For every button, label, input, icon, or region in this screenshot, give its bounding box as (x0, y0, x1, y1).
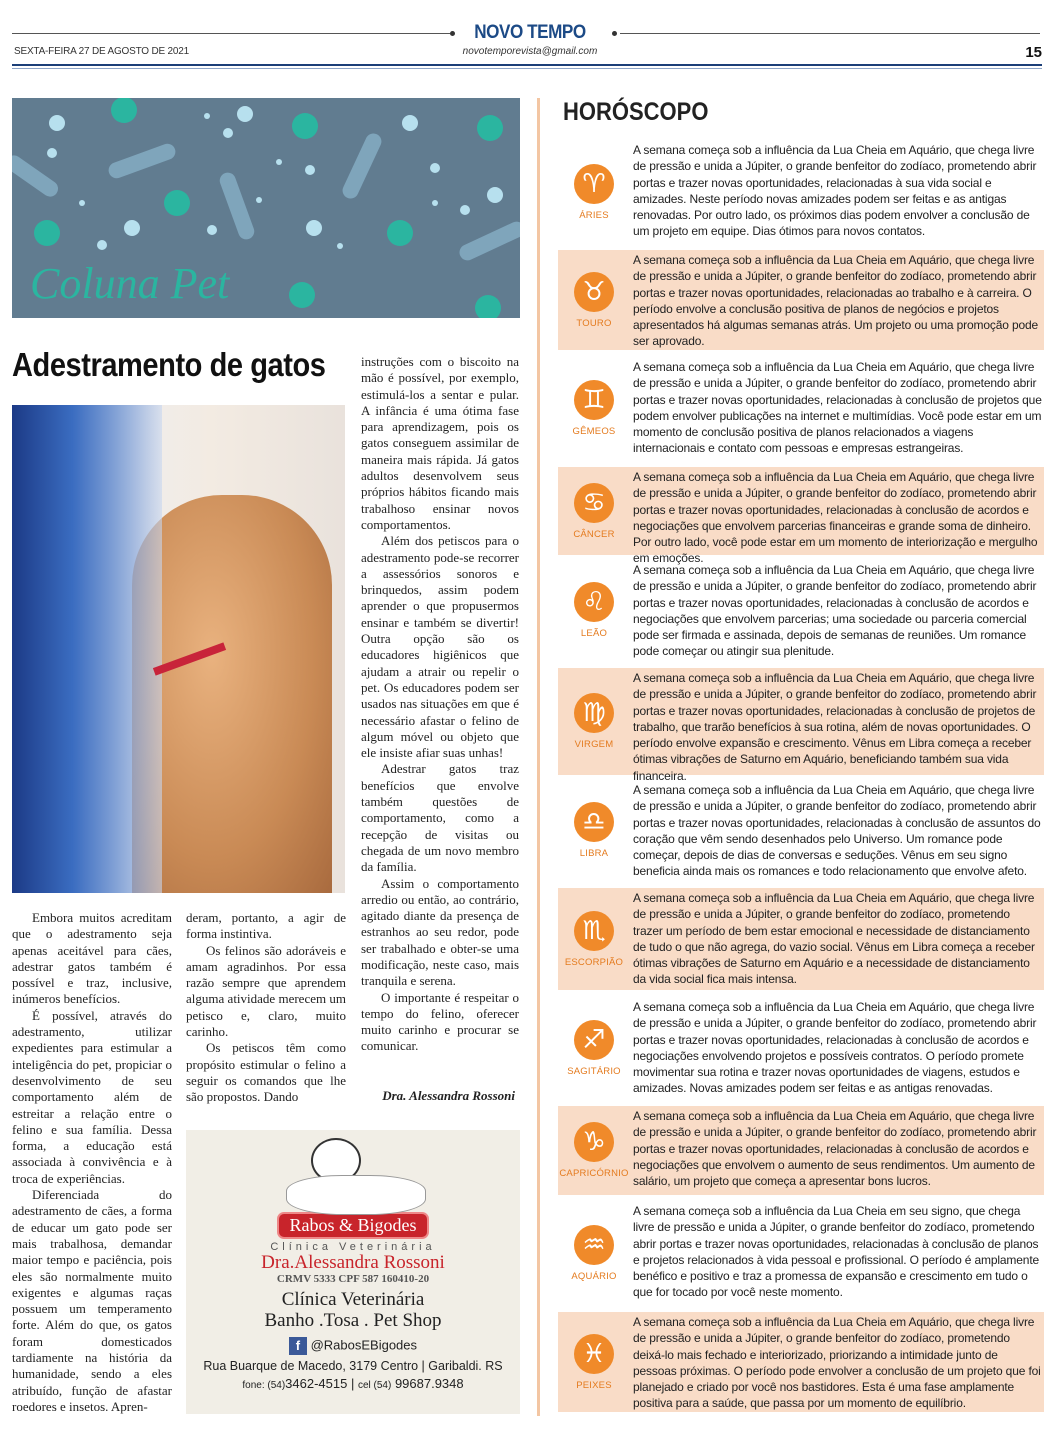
article-column-3 (361, 354, 519, 1055)
header-divider-thin (12, 68, 1042, 69)
phone-label: fone: (54) (242, 1380, 286, 1391)
sign-name: SAGITÁRIO (567, 1066, 621, 1077)
registry: CRMV 5333 CPF 587 160410-20 (276, 1273, 430, 1285)
cel-label: cel (54) (357, 1380, 392, 1391)
header-rule-left (12, 33, 450, 34)
article-column-2 (186, 910, 346, 1106)
social-handle-row (186, 1337, 520, 1355)
horoscope-title: HORÓSCOPO (563, 98, 709, 126)
sign-icon-column (558, 997, 630, 1100)
sign-icon-column (558, 1106, 630, 1195)
sign-forecast: A semana começa sob a influência da Lua Cheia em seu signo, que chega livre de pressão e unida a Júpiter, o grande benfeitor do zodíaco, prometendo abrir portas e trazer novas oportunidades, relacionadas à conclusão de planos e projetos relacionados à vida pessoal e profissional. O período é amplamente benéfico e positivo e traz a promessa de expansão e crescimento em tudo o que for tocado por você neste momento. (633, 1204, 1040, 1300)
cat-drawing (286, 1175, 426, 1215)
sign-forecast: A semana começa sob a influência da Lua Cheia em Aquário, que chega livre de pressão e unida a Júpiter, o grande benfeitor do zodíaco, prometendo abrir portas e trazer novas oportunidades, relacionadas à conclusão de projetos de trabalho, que trarão benefícios à sua rotina, além de novas oportunidades. O período envolve expansão e crescimento. Vênus em Libra começa a receber ótimas vibrações de Saturno em Aquário, beneficiando também sua vida financeira. (633, 671, 1037, 783)
cat-figure (132, 495, 332, 893)
paragraph: Adestrar gatos traz benefícios que envolve também questões de comportamento, como a recepção de visitas ou chegada de um novo membro da família. (361, 761, 519, 875)
article-column-1 (12, 910, 172, 1415)
zodiac-icon: ♎ (574, 802, 614, 842)
dog-cat-illustration (186, 1130, 520, 1212)
zodiac-icon: ♊ (574, 380, 614, 420)
horoscope-sign (558, 997, 1044, 1100)
sign-icon-column (558, 250, 630, 350)
article-title: Adestramento de gatos (12, 346, 326, 383)
sign-icon-column (558, 1312, 630, 1412)
header-dot (612, 31, 617, 36)
article-author: Dra. Alessandra Rossoni (382, 1088, 515, 1103)
vet-clinic-ad (186, 1130, 520, 1414)
doctor-name: Dra.Alessandra Rossoni (261, 1252, 445, 1273)
clinic-subtitle: Clínica Veterinária (270, 1241, 436, 1253)
sign-name: CAPRICÓRNIO (559, 1168, 629, 1179)
sign-forecast: A semana começa sob a influência da Lua Cheia em Aquário, que chega livre de pressão e unida a Júpiter, o grande benfeitor do zodíaco, prometendo abrir portas e trazer novas oportunidades, relacionadas à sua vida social e amizades. Neste período novas amizades podem ser feitas e as antigas renovadas. Por outro lado, os próximos dias podem envolver a conclusão de um projeto em equipe. Dias ótimos para novos contatos. (633, 143, 1037, 239)
horoscope-sign (558, 357, 1044, 460)
cat-photo (12, 405, 345, 893)
horoscope-sign (558, 250, 1044, 350)
paragraph: Diferenciada do adestramento de cães, a forma de educar um gato pode ser mais trabalhosa, demandar maior tempo e paciência, pois eles são normalmente muito exigentes e algumas raças possuem um temperamento forte. Além do que, os gatos foram domesticados tardiamente na história da humanidade, sendo a eles atribuído, função de afastar roedores e insetos. Apren- (12, 1187, 172, 1414)
services-line-2: Banho .Tosa . Pet Shop (264, 1310, 442, 1331)
masthead: NOVO TEMPO (474, 22, 586, 43)
sign-icon-column (558, 140, 630, 245)
sign-name: TOURO (576, 317, 612, 329)
coluna-pet-banner (12, 98, 520, 318)
sign-name: LIBRA (579, 847, 609, 859)
zodiac-icon: ♏ (574, 911, 614, 951)
contact-email: novotemporevista@gmail.com (462, 46, 598, 57)
horoscope-sign (558, 140, 1044, 245)
horoscope-sign (558, 780, 1044, 880)
sign-icon-column (558, 560, 630, 660)
sign-name: GÊMEOS (572, 426, 616, 437)
paragraph: deram, portanto, a agir de forma instintiva. (186, 910, 346, 942)
sign-forecast: A semana começa sob a influência da Lua Cheia em Aquário, que chega livre de pressão e unida a Júpiter, o grande benfeitor do zodíaco, prometendo trazer um período de bem estar emocional e necessidade de distanciamento de tudo o que não agrega, do vazio social. Vênus em Libra começa a receber ótimas vibrações de Saturno em Aquário e a necessidade de distanciamento da vida social fica mais intensa. (633, 891, 1035, 987)
sign-name: PEIXES (576, 1379, 612, 1391)
zodiac-icon: ♑ (574, 1122, 614, 1162)
issue-date: SEXTA-FEIRA 27 DE AGOSTO DE 2021 (14, 46, 189, 57)
paragraph: instruções com o biscoito na mão é possível, por exemplo, estimulá-los a sentar e pular. A infância é uma ótima fase para aprendizagem, pois os gatos conseguem assimilar de maneira mais rápida. Já gatos adultos desenvolvem seus próprios hábitos ficando mais trabalhoso ensinar novos comportamentos. (361, 354, 519, 532)
sign-icon-column (558, 357, 630, 460)
sign-name: ESCORPIÃO (564, 956, 624, 968)
cel: 99687.9348 (394, 1376, 464, 1391)
sign-icon-column (558, 668, 630, 775)
sign-forecast: A semana começa sob a influência da Lua Cheia em Aquário, que chega livre de pressão e unida a Júpiter, o grande benfeitor do zodíaco, prometendo deixá-lo mais fechado e interiorizado, priorizando a intimidade junto de pessoas próximas. O período pode envolver a conclusão de um projeto que foi planejado e criado por você nos bastidores. Esta é uma fase amplamente positiva para a saúde, que passa por um momento de equilíbrio. (633, 1315, 1041, 1411)
header-divider (12, 64, 1042, 66)
banner-logo-text: Coluna Pet (30, 259, 230, 308)
sign-forecast: A semana começa sob a influência da Lua Cheia em Aquário, que chega livre de pressão e unida a Júpiter, o grande benfeitor do zodíaco, prometendo abrir portas e trazer novas oportunidades, relacionadas à conclusão de acordos e negociações que envolvem parcerias financeiras e grande soma de dinheiro. Por outro lado, você pode estar em um momento de interiorização e mergulho em emoções. (633, 470, 1038, 566)
sign-name: ÁRIES (579, 210, 609, 221)
paragraph: Além dos petiscos para o adestramento pode-se recorrer a assessórios sonoros e brinquedos, assim podem aprender o que propusermos ensinar e também se divertir! Outra opção são os educadores higiênicos que ajudam a atrair ou repelir o pet. Os educadores podem ser usados nas situações em que é necessário afastar o felino de algum móvel ou objeto que ele insiste afiar suas unhas! (361, 533, 519, 761)
zodiac-icon: ♍ (574, 693, 614, 733)
brand-logo: Rabos & Bigodes (277, 1212, 428, 1239)
horoscope-sign (558, 560, 1044, 660)
zodiac-icon: ♐ (574, 1020, 614, 1060)
sign-forecast: A semana começa sob a influência da Lua Cheia em Aquário, que chega livre de pressão e unida a Júpiter, o grande benfeitor do zodíaco, prometendo abrir portas e trazer novas oportunidades, relacionadas à conclusão de acordos e negociações que envolvem o aumento de seus rendimentos. Um aumento de salário, um projeto que começa a apresentar bons lucros. (633, 1109, 1037, 1189)
sign-icon-column (558, 888, 630, 990)
header-rule-right (620, 33, 1040, 34)
horoscope-side-rule (537, 98, 540, 1416)
phones: fone: (54)3462-4515 | cel (54) 99687.9348 (242, 1376, 464, 1391)
page-number: 15 (1025, 44, 1042, 61)
address: Rua Buarque de Macedo, 3179 Centro | Garibaldi. RS (203, 1359, 503, 1373)
zodiac-icon: ♈ (574, 164, 614, 204)
horoscope-sign (558, 888, 1044, 990)
paragraph: Os felinos são adoráveis e amam agradinhos. Por essa razão sempre que aprendem alguma atividade merecem um petisco e, claro, muito carinho. (186, 942, 346, 1040)
sign-forecast: A semana começa sob a influência da Lua Cheia em Aquário, que chega livre de pressão e unida a Júpiter, o grande benfeitor do zodíaco, prometendo abrir portas e trazer novas oportunidades, relacionadas à conclusão de acordos e negociações que envolvem parcerias; uma sociedade ou parceria comercial pode ser firmada e assinada, depois de semanas de reuniões. Um romance pode começar ou atingir sua plenitude. (633, 563, 1037, 659)
zodiac-icon: ♌ (574, 582, 614, 622)
facebook-icon: f (289, 1337, 307, 1355)
horoscope-sign (558, 467, 1044, 566)
zodiac-icon: ♓ (574, 1334, 614, 1374)
sign-forecast: A semana começa sob a influência da Lua Cheia em Aquário, que chega livre de pressão e unida a Júpiter, o grande benfeitor do zodíaco, prometendo abrir portas e trazer novas oportunidades, relacionadas ao trabalho e à carreira. O período envolve a conclusão positiva de planos de negócios e projetos apresentados há algumas semanas atrás. Um projeto ou uma promoção pode ser aprovado. (633, 253, 1039, 349)
paragraph: Embora muitos acreditam que o adestramento seja apenas aceitável para cães, adestrar gatos também é possível e traz, inclusive, inúmeros benefícios. (12, 910, 172, 1007)
horoscope-sign (558, 668, 1044, 783)
phone: 3462-4515 (285, 1376, 348, 1391)
curtain (12, 405, 162, 893)
horoscope-sign (558, 1312, 1044, 1412)
paragraph: Os petiscos têm como propósito estimular o felino a seguir os comandos que lhe são propostos. Dando (186, 1040, 346, 1105)
sign-icon-column (558, 467, 630, 555)
social-handle[interactable]: @RabosEBigodes (310, 1337, 418, 1353)
sign-name: VIRGEM (574, 739, 614, 750)
zodiac-icon: ♒ (574, 1225, 614, 1265)
horoscope-sign (558, 1201, 1044, 1305)
sign-name: AQUÁRIO (571, 1270, 617, 1282)
paw-bone-pattern (12, 98, 520, 318)
paragraph: O importante é respeitar o tempo do felino, oferecer muito carinho e procurar se comunicar. (361, 989, 519, 1054)
zodiac-icon: ♉ (574, 272, 614, 312)
paragraph: É possível, através do adestramento, utilizar expedientes para estimular a inteligência do pet, propiciar o desenvolvimento de seu comportamento além de estreitar a relação entre o felino e sua família. Dessa forma, a educação está associada à convivência e à troca de experiências. (12, 1007, 172, 1186)
sign-forecast: A semana começa sob a influência da Lua Cheia em Aquário, que chega livre de pressão e unida a Júpiter, o grande benfeitor do zodíaco, prometendo abrir portas e trazer novas oportunidades, relacionadas à conclusão de assuntos do coração que vêm sendo desenhados pelo Universo. Um romance pode começar, depois de dias de conversas e seduções. Vênus em seu signo beneficia ainda mais os romances e todo relacionamento que envolve afeto. (633, 783, 1041, 879)
sign-icon-column (558, 780, 630, 880)
horoscope-sign (558, 1106, 1044, 1195)
sign-forecast: A semana começa sob a influência da Lua Cheia em Aquário, que chega livre de pressão e unida a Júpiter, o grande benfeitor do zodíaco, prometendo abrir portas e trazer novas oportunidades, relacionadas à conclusão de acordos e negociações envolvendo projetos e possíveis contratos. O período promete movimentar sua rotina e trazer novas oportunidades de viagens, estudos e amizades. Novas amizades podem ser feitas e as antigas renovadas. (633, 1000, 1037, 1096)
services-line-1: Clínica Veterinária (281, 1289, 425, 1310)
paragraph: Assim o comportamento arredio ou então, ao contrário, agitado diante da presença de estranhos ao seu redor, pode ser trabalhado e obter-se uma modificação, neste caso, mais tranquila e serena. (361, 875, 519, 989)
sign-forecast: A semana começa sob a influência da Lua Cheia em Aquário, que chega livre de pressão e unida a Júpiter, o grande benfeitor do zodíaco, prometendo abrir portas e trazer novas oportunidades, relacionadas à conclusão de projetos que podem envolver publicações na internet e multimídias. Você pode estar em um momento de conclusão positiva de planos relacionados a viagens internacionais e contato com pessoas e empresas estrangeiras. (633, 360, 1042, 456)
zodiac-icon: ♋ (574, 483, 614, 523)
sign-name: LEÃO (580, 627, 608, 639)
sign-name: CÂNCER (573, 528, 615, 540)
sign-icon-column (558, 1201, 630, 1305)
